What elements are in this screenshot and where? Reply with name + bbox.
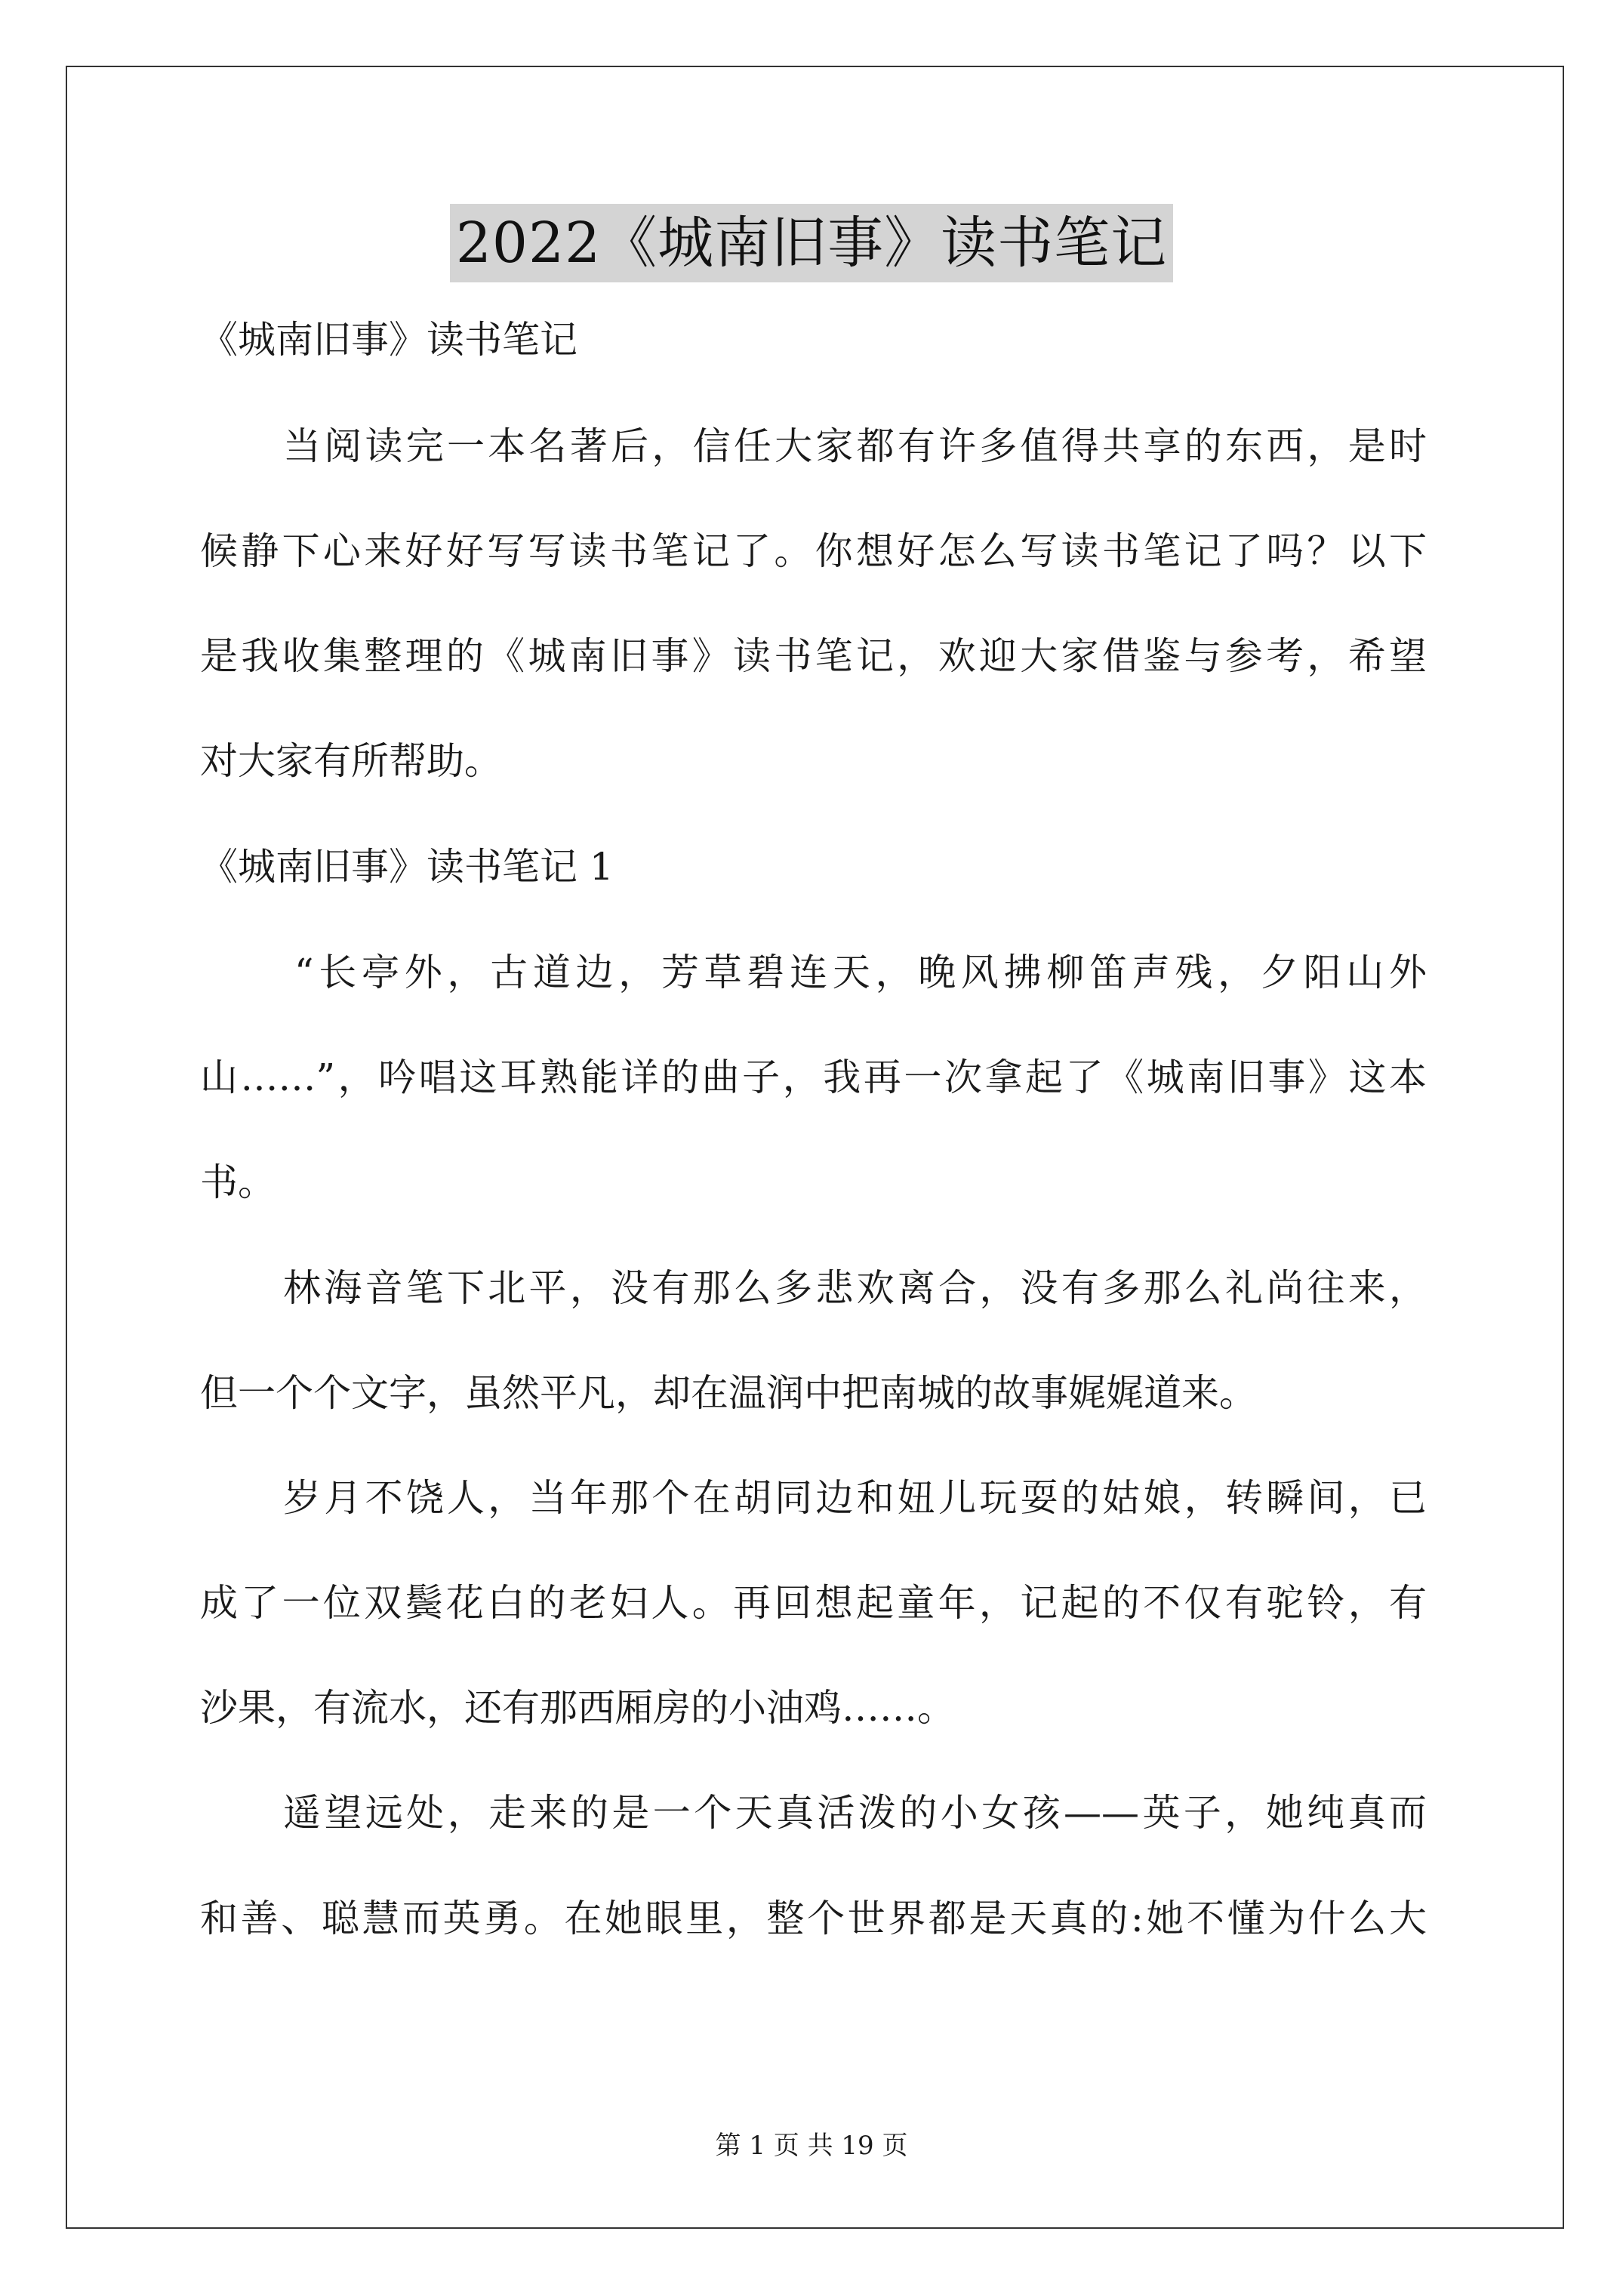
paragraph-line: 林海音笔下北平，没有那么多悲欢离合，没有多那么礼尚往来， [283, 1266, 1427, 1310]
page-number-footer: 第 1 页 共 19 页 [715, 2131, 908, 2161]
paragraph-line: 成了一位双鬓花白的老妇人。再回想起童年，记起的不仅有驼铃，有 [200, 1581, 1427, 1625]
paragraph-line: 山……”，吟唱这耳熟能详的曲子，我再一次拿起了《城南旧事》这本 [200, 1056, 1427, 1099]
paragraph-line: 是我收集整理的《城南旧事》读书笔记，欢迎大家借鉴与参考，希望 [200, 634, 1427, 678]
paragraph-line: 遥望远处，走来的是一个天真活泼的小女孩——英子，她纯真而 [283, 1791, 1427, 1835]
paragraph-line: “长亭外，古道边，芳草碧连天，晚风拂柳笛声残，夕阳山外 [294, 951, 1427, 994]
paragraph-line: 当阅读完一本名著后，信任大家都有许多值得共享的东西，是时 [283, 424, 1427, 468]
paragraph-line: 对大家有所帮助。 [200, 739, 502, 783]
paragraph-line: 和善、聪慧而英勇。在她眼里，整个世界都是天真的:她不懂为什么大 [200, 1897, 1427, 1940]
paragraph-line: 候静下心来好好写写读书笔记了。你想好怎么写读书笔记了吗？以下 [200, 529, 1427, 573]
paragraph-line: 岁月不饶人，当年那个在胡同边和妞儿玩耍的姑娘，转瞬间，已 [283, 1476, 1427, 1520]
paragraph-line: 书。 [200, 1160, 276, 1204]
title-container [0, 204, 1623, 282]
document-title: 2022《城南旧事》读书笔记 [450, 204, 1173, 282]
section-heading: 《城南旧事》读书笔记 1 [200, 845, 614, 889]
paragraph-line: 沙果，有流水，还有那西厢房的小油鸡……。 [200, 1686, 955, 1730]
paragraph-line: 但一个个文字，虽然平凡，却在温润中把南城的故事娓娓道来。 [200, 1371, 1257, 1415]
section-heading: 《城南旧事》读书笔记 [200, 318, 577, 362]
